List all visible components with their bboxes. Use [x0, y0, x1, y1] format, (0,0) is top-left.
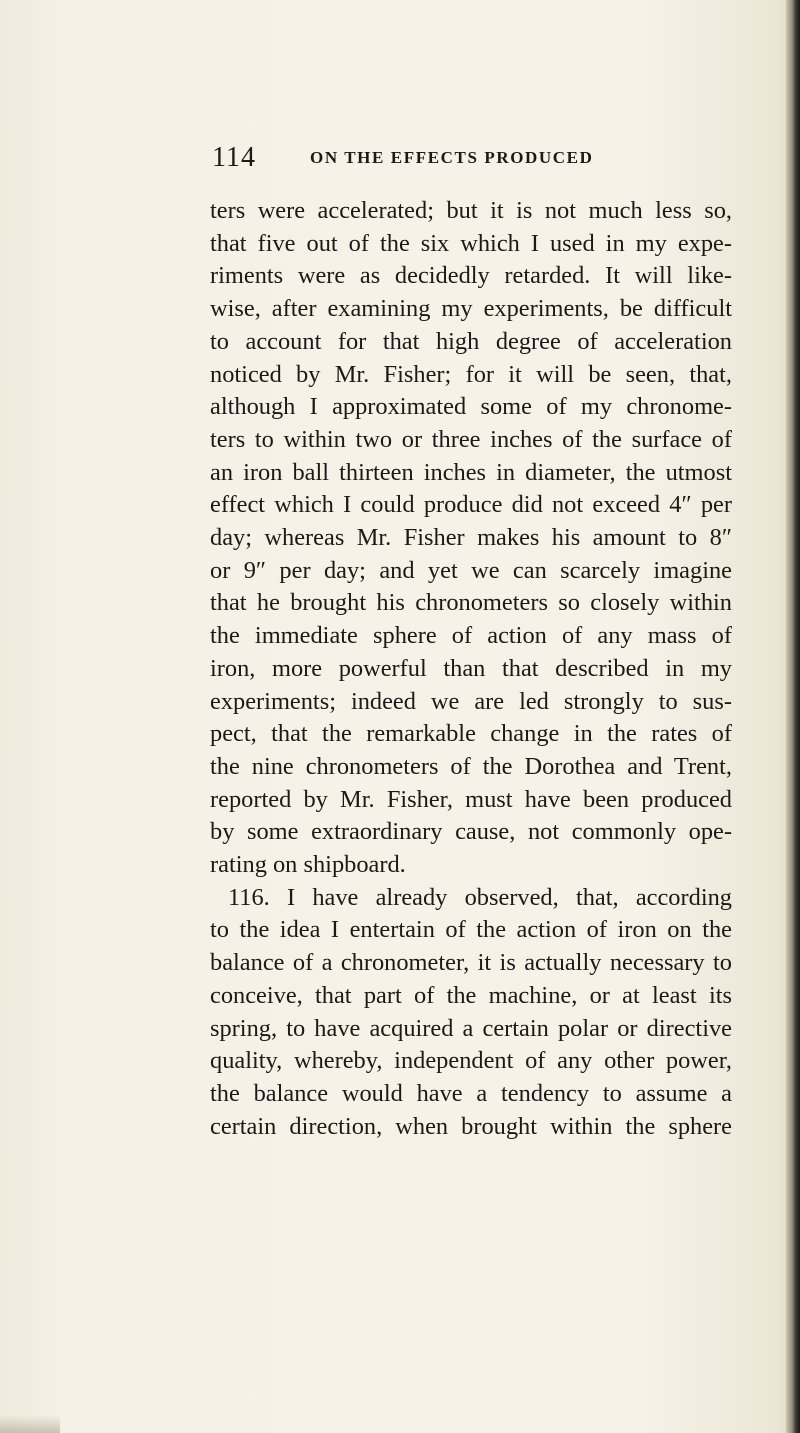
text-line: day; whereas Mr. Fisher makes his amount to 8″ [210, 524, 732, 552]
text-line: experiments; indeed we are led strongly to sus- [210, 687, 732, 715]
text-line: the immediate sphere of action of any mass of [210, 622, 732, 650]
page-corner-stain [0, 1415, 60, 1433]
text-line: wise, after examining my experiments, be difficult [210, 295, 732, 323]
page-edge-shadow [786, 0, 800, 1433]
text-line: balance of a chronometer, it is actually necessary to [210, 949, 732, 977]
text-line: iron, more powerful than that described in my [210, 654, 732, 682]
text-line: ters to within two or three inches of the surface of [210, 425, 732, 453]
page-header [212, 142, 632, 182]
page-number: 114 [212, 142, 256, 173]
text-line: the balance would have a tendency to assume a [210, 1079, 732, 1107]
text-line: to account for that high degree of acceleration [210, 327, 732, 355]
text-line: to the idea I entertain of the action of iron on the [210, 916, 732, 944]
text-line: riments were as decidedly retarded. It will like- [210, 262, 732, 290]
text-line: that he brought his chronometers so closely within [210, 589, 732, 617]
text-line: noticed by Mr. Fisher; for it will be seen, that, [210, 360, 732, 388]
text-line: the nine chronometers of the Dorothea and Trent, [210, 752, 732, 780]
text-line: that five out of the six which I used in my expe- [210, 229, 732, 257]
text-line: pect, that the remarkable change in the rates of [210, 720, 732, 748]
text-line: ters were accelerated; but it is not much less so, [210, 197, 732, 224]
text-line: spring, to have acquired a certain polar or directive [210, 1014, 732, 1042]
text-line: an iron ball thirteen inches in diameter, the utmost [210, 458, 732, 486]
text-line: reported by Mr. Fisher, must have been produced [210, 785, 732, 813]
text-line: rating on shipboard. [210, 851, 406, 879]
text-line: effect which I could produce did not exceed 4″ per [210, 491, 732, 519]
text-line: or 9″ per day; and yet we can scarcely imagine [210, 556, 732, 584]
paragraph-116-start: 116. I have already observed, that, according [228, 883, 732, 911]
text-line: conceive, that part of the machine, or at least its [210, 981, 732, 1009]
text-line: quality, whereby, independent of any other power, [210, 1047, 732, 1075]
text-line: by some extraordinary cause, not commonly ope- [210, 818, 732, 846]
body-text [210, 195, 732, 1143]
running-head: ON THE EFFECTS PRODUCED [310, 148, 594, 167]
text-line: certain direction, when brought within the sphere [210, 1112, 732, 1140]
text-line: although I approximated some of my chronome- [210, 393, 732, 421]
